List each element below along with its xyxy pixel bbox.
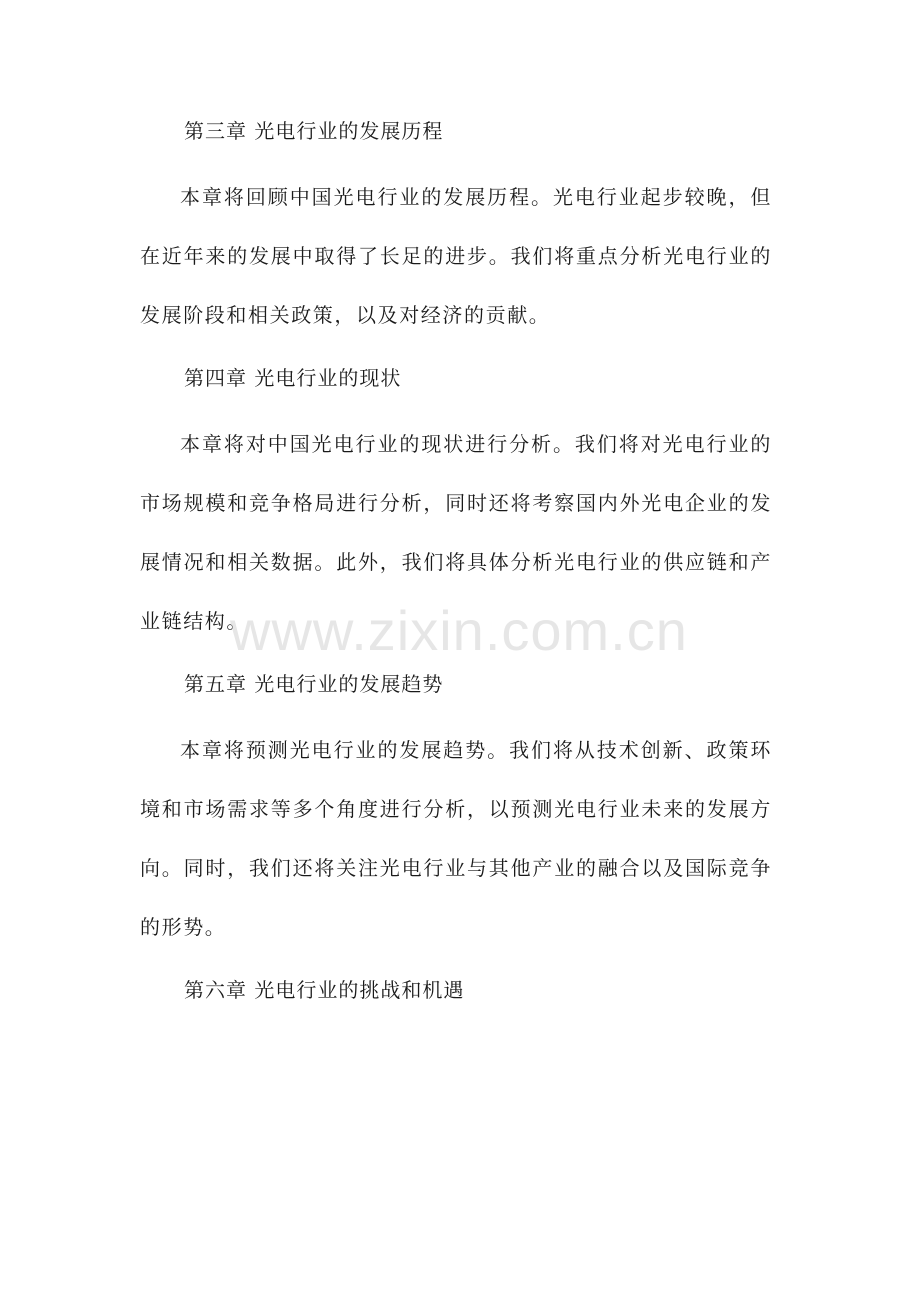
chapter-5-paragraph: 本章将预测光电行业的发展趋势。我们将从技术创新、政策环境和市场需求等多个角度进行分析，以预测光电行业未来的发展方向。同时，我们还将关注光电行业与其他产业的融合以及国际竞争的形势。	[140, 738, 772, 939]
chapter-6-heading: 第六章 光电行业的挑战和机遇	[184, 978, 465, 1002]
chapter-4-paragraph: 本章将对中国光电行业的现状进行分析。我们将对光电行业的市场规模和竞争格局进行分析，同时还将考察国内外光电企业的发展情况和相关数据。此外，我们将具体分析光电行业的供应链和产业链结构。	[140, 432, 772, 633]
chapter-3-paragraph: 本章将回顾中国光电行业的发展历程。光电行业起步较晚，但在近年来的发展中取得了长足的进步。我们将重点分析光电行业的发展阶段和相关政策，以及对经济的贡献。	[140, 185, 772, 327]
chapter-3-heading: 第三章 光电行业的发展历程	[184, 119, 444, 143]
watermark: www.zixin.com.cn	[230, 599, 688, 662]
chapter-4-heading: 第四章 光电行业的现状	[184, 366, 402, 390]
document-body	[140, 108, 772, 1027]
chapter-5-heading: 第五章 光电行业的发展趋势	[184, 672, 444, 696]
